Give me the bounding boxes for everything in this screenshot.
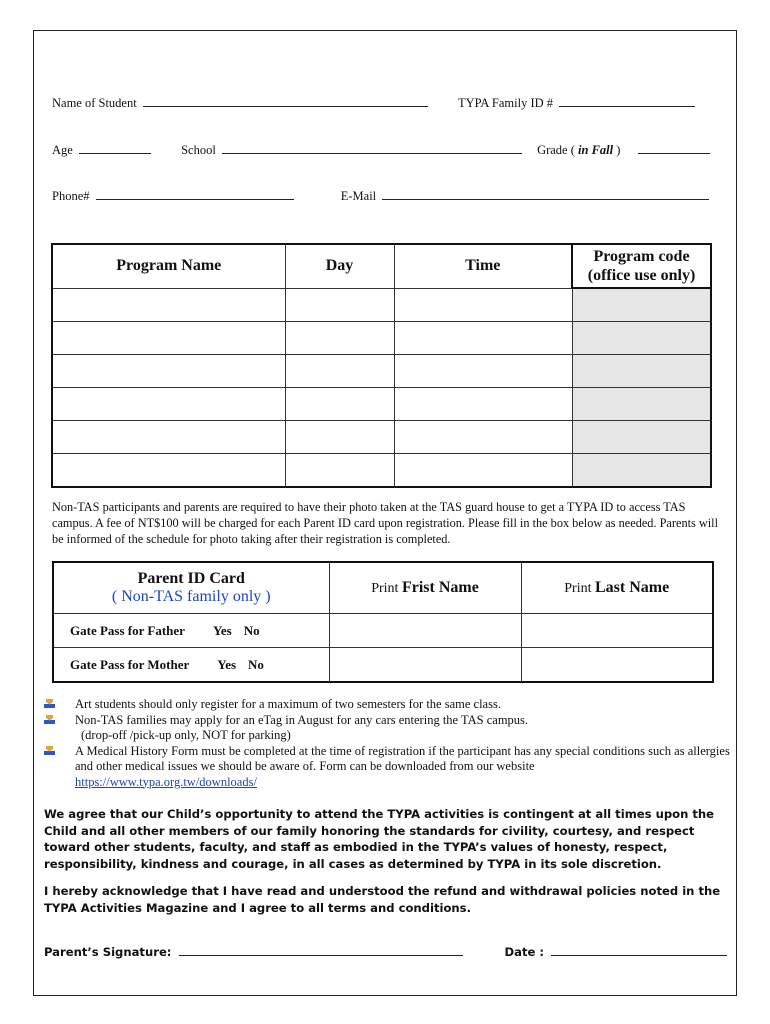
day-cell[interactable]: [285, 388, 394, 421]
program-code-cell: [572, 355, 711, 388]
bullet-arrow-icon: [44, 715, 55, 725]
parent-id-title-cell: [53, 562, 329, 614]
student-info-row-1: [52, 95, 695, 111]
parent-id-subtitle: ( Non-TAS family only ): [111, 588, 271, 605]
program-code-cell: [572, 322, 711, 355]
date-field[interactable]: [551, 944, 727, 956]
email-field[interactable]: [382, 188, 709, 200]
parent-id-header: [53, 562, 713, 614]
table-row: [52, 355, 711, 388]
day-header: Day: [285, 244, 394, 288]
no-option[interactable]: No: [248, 656, 264, 672]
downloads-link[interactable]: https://www.typa.org.tw/downloads/: [75, 774, 257, 789]
parent-id-table: [52, 561, 714, 683]
time-cell[interactable]: [394, 454, 572, 488]
program-table-header: [52, 244, 711, 288]
list-item: Art students should only register for a maximum of two semesters for the same class.: [44, 697, 734, 713]
program-name-cell[interactable]: [52, 388, 285, 421]
program-name-cell[interactable]: [52, 421, 285, 454]
mother-first-name-cell[interactable]: [329, 648, 521, 683]
parent-signature-field[interactable]: [179, 944, 463, 956]
program-table: [51, 243, 712, 488]
phone-label: Phone#: [52, 189, 90, 203]
student-info-row-3: [52, 188, 709, 204]
gate-pass-father: Gate Pass for Father Yes No: [53, 614, 329, 648]
table-row: [52, 322, 711, 355]
phone-field[interactable]: [96, 188, 294, 200]
family-id-label: TYPA Family ID #: [457, 96, 554, 110]
email-label: E-Mail: [340, 189, 377, 203]
last-name-header: Print Last Name: [521, 562, 713, 614]
school-field[interactable]: [222, 142, 522, 154]
program-name-cell[interactable]: [52, 355, 285, 388]
yes-option[interactable]: Yes: [212, 622, 232, 638]
student-name-label: Name of Student: [52, 96, 137, 110]
agreement-paragraph: We agree that our Child’s opportunity to attend the TYPA activities is contingent at all times upon the Child and all other members of our family honoring the standards for civility, courtesy, and respect toward other students, faculty, and staff as embodied in the TYPA’s values of honesty, respect, responsibility, kindness and courage, in all cases as determined by TYPA in its sole discretion.: [44, 807, 715, 871]
table-row: [52, 454, 711, 488]
school-label: School: [181, 143, 216, 157]
parent-signature-label: Parent’s Signature:: [44, 945, 172, 959]
bullet-arrow-icon: [44, 699, 55, 709]
no-option[interactable]: No: [243, 622, 260, 638]
father-last-name-cell[interactable]: [521, 614, 713, 648]
program-code-cell: [572, 421, 711, 454]
age-label: Age: [52, 143, 73, 157]
acknowledgement-paragraph: I hereby acknowledge that I have read and understood the refund and withdrawal policies noted in the TYPA Activities Magazine and I agree to all terms and conditions.: [44, 884, 721, 915]
signature-row: [44, 944, 727, 959]
time-cell[interactable]: [394, 355, 572, 388]
list-item: A Medical History Form must be completed at the time of registration if the participant has any special conditions such as allergies and other medical issues we should be aware of. Form can be downloaded from our website https://www.typa.org.tw/downloads/: [44, 744, 734, 791]
day-cell[interactable]: [285, 454, 394, 488]
age-field[interactable]: [79, 142, 151, 154]
mother-last-name-cell[interactable]: [521, 648, 713, 683]
list-item-subnote: (drop-off /pick-up only, NOT for parking): [81, 728, 291, 742]
first-name-header: Print Frist Name: [329, 562, 521, 614]
table-row: [52, 288, 711, 322]
photo-id-notice: Non-TAS participants and parents are required to have their photo taken at the TAS guard house to get a TYPA ID to access TAS campus. A fee of NT$100 will be charged for each Parent ID card upon registration. Please fill in the box below as needed. Parents will be informed of the schedule for photo taking after their registration is completed.: [52, 500, 719, 546]
day-cell[interactable]: [285, 322, 394, 355]
yes-option[interactable]: Yes: [217, 656, 237, 672]
grade-field[interactable]: [638, 142, 710, 154]
time-cell[interactable]: [394, 322, 572, 355]
parent-id-title: Parent ID Card: [137, 570, 245, 587]
time-cell[interactable]: [394, 388, 572, 421]
time-cell[interactable]: [394, 288, 572, 322]
time-cell[interactable]: [394, 421, 572, 454]
father-first-name-cell[interactable]: [329, 614, 521, 648]
table-row: [53, 614, 713, 648]
program-name-header: Program Name: [52, 244, 285, 288]
family-id-field[interactable]: [559, 95, 695, 107]
date-label: Date :: [504, 945, 545, 959]
table-row: [53, 648, 713, 683]
program-name-cell[interactable]: [52, 322, 285, 355]
time-header: Time: [394, 244, 572, 288]
gate-pass-mother: Gate Pass for Mother Yes No: [53, 648, 329, 683]
program-name-cell[interactable]: [52, 288, 285, 322]
day-cell[interactable]: [285, 421, 394, 454]
student-name-field[interactable]: [143, 95, 428, 107]
grade-label: Grade ( in Fall ): [537, 143, 621, 157]
table-row: [52, 388, 711, 421]
table-row: [52, 421, 711, 454]
program-code-header: Program code (office use only): [572, 244, 711, 288]
day-cell[interactable]: [285, 355, 394, 388]
notes-list: [44, 697, 734, 790]
program-name-cell[interactable]: [52, 454, 285, 488]
program-code-cell: [572, 454, 711, 488]
list-item: Non-TAS families may apply for an eTag in August for any cars entering the TAS campus.: [44, 713, 734, 729]
bullet-arrow-icon: [44, 746, 55, 756]
program-code-cell: [572, 388, 711, 421]
program-code-cell: [572, 288, 711, 322]
student-info-row-2: [52, 142, 710, 158]
day-cell[interactable]: [285, 288, 394, 322]
